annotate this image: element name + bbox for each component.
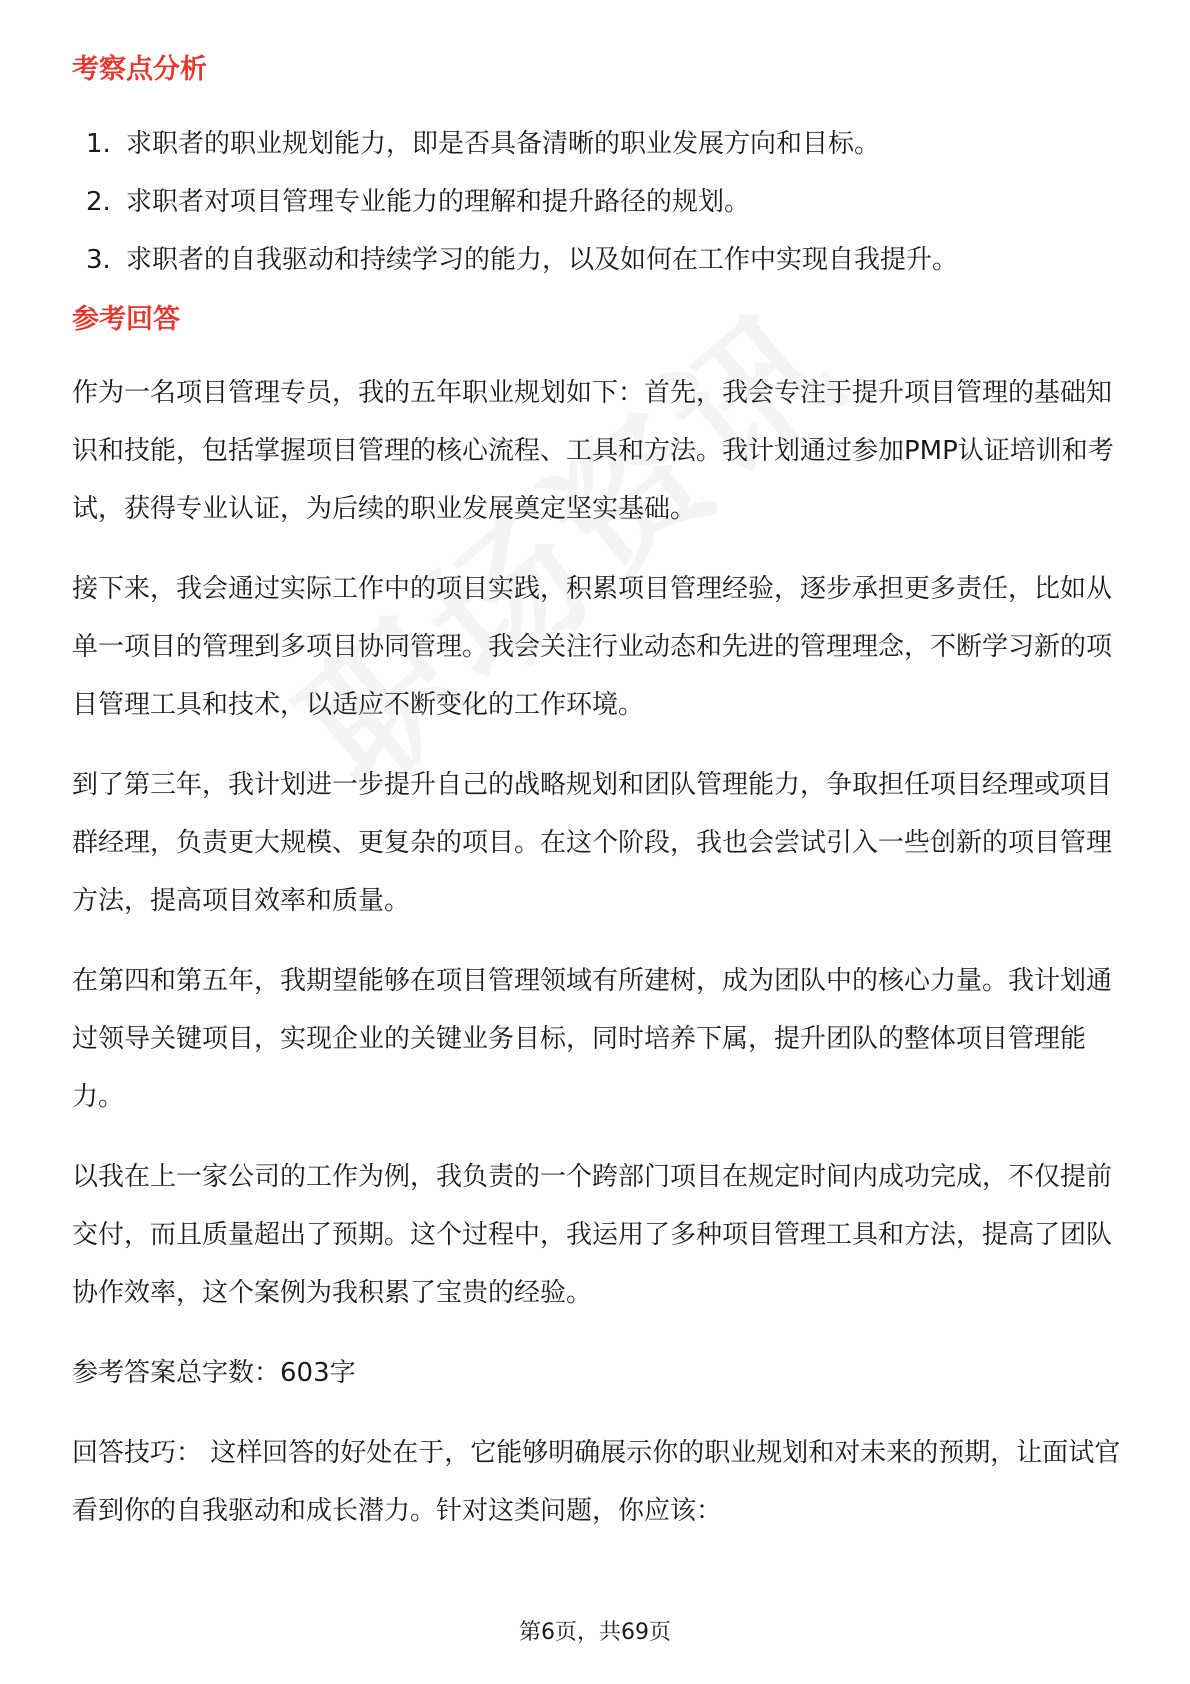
answer-paragraph: 作为一名项目管理专员，我的五年职业规划如下：首先，我会专注于提升项目管理的基础知识和技能，包括掌握项目管理的核心流程、工具和方法。我计划通过参加PMP认证培训和考试，获得专业认证，为后续的职业发展奠定坚实基础。 — [72, 378, 1114, 524]
page-number: 第6页，共69页 — [519, 1620, 671, 1645]
answer-heading: 参考回答 — [72, 304, 180, 335]
answer-paragraph: 以我在上一家公司的工作为例，我负责的一个跨部门项目在规定时间内成功完成，不仅提前交付，而且质量超出了预期。这个过程中，我运用了多种项目管理工具和方法，提高了团队协作效率，这个案例为我积累了宝贵的经验。 — [72, 1162, 1113, 1308]
list-item-text: 求职者的职业规划能力，即是否具备清晰的职业发展方向和目标。 — [126, 129, 881, 159]
answer-paragraph: 接下来，我会通过实际工作中的项目实践，积累项目管理经验，逐步承担更多责任，比如从单一项目的管理到多项目协同管理。我会关注行业动态和先进的管理理念，不断学习新的项目管理工具和技术，以适应不断变化的工作环境。 — [72, 574, 1113, 720]
list-item — [72, 184, 1122, 220]
answer-tips: 回答技巧： 这样回答的好处在于，它能够明确展示你的职业规划和对未来的预期，让面试官看到你的自我驱动和成长潜力。针对这类问题，你应该： — [72, 1438, 1121, 1526]
word-count: 参考答案总字数：603字 — [72, 1358, 356, 1388]
analysis-heading: 考察点分析 — [72, 54, 207, 85]
list-item-text: 求职者对项目管理专业能力的理解和提升路径的规划。 — [126, 187, 751, 217]
list-item-text: 求职者的自我驱动和持续学习的能力，以及如何在工作中实现自我提升。 — [126, 245, 959, 275]
list-item-number: 2. — [86, 187, 111, 217]
answer-paragraph: 在第四和第五年，我期望能够在项目管理领域有所建树，成为团队中的核心力量。我计划通过领导关键项目，实现企业的关键业务目标，同时培养下属，提升团队的整体项目管理能力。 — [72, 966, 1113, 1112]
list-item-number: 3. — [86, 245, 111, 275]
list-item — [72, 242, 1122, 278]
page-content — [72, 50, 1122, 1540]
answer-paragraph: 到了第三年，我计划进一步提升自己的战略规划和团队管理能力，争取担任项目经理或项目群经理，负责更大规模、更复杂的项目。在这个阶段，我也会尝试引入一些创新的项目管理方法，提高项目效率和质量。 — [72, 770, 1113, 916]
list-item — [72, 126, 1122, 162]
analysis-list — [72, 126, 1122, 278]
list-item-number: 1. — [86, 129, 111, 159]
